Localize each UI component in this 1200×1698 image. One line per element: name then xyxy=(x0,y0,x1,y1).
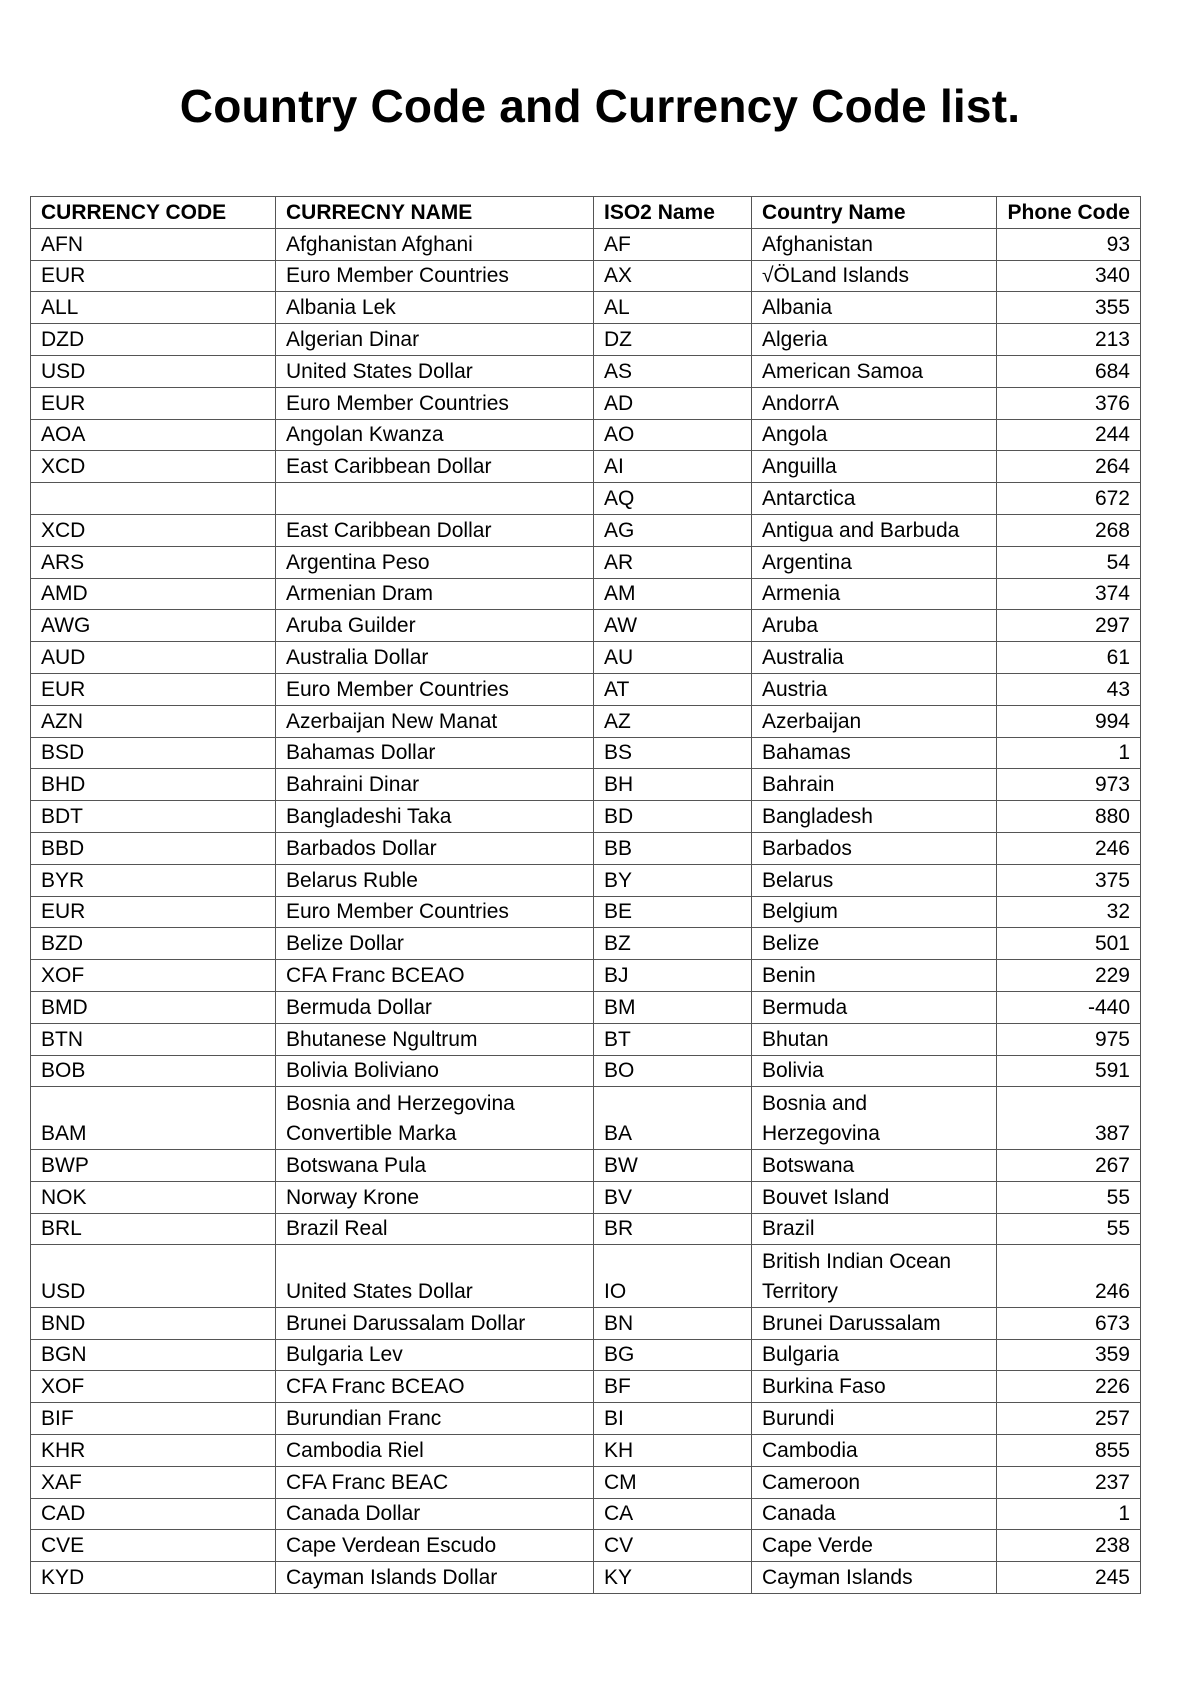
currency-code-cell: AWG xyxy=(31,610,276,642)
currency-code-cell: BBD xyxy=(31,832,276,864)
table-row xyxy=(31,1245,1141,1308)
phone-code-cell: 246 xyxy=(997,1245,1141,1308)
iso2-cell: AQ xyxy=(594,483,752,515)
country-name-cell: Austria xyxy=(752,673,997,705)
currency-code-cell: ARS xyxy=(31,546,276,578)
currency-name-cell: Euro Member Countries xyxy=(276,387,594,419)
iso2-cell: BN xyxy=(594,1307,752,1339)
currency-name-cell: Argentina Peso xyxy=(276,546,594,578)
phone-code-cell: 591 xyxy=(997,1055,1141,1087)
phone-code-cell: 237 xyxy=(997,1466,1141,1498)
currency-code-cell: KHR xyxy=(31,1435,276,1467)
table-row xyxy=(31,960,1141,992)
currency-code-cell: BRL xyxy=(31,1213,276,1245)
header-phone-code: Phone Code xyxy=(997,197,1141,229)
currency-code-cell: USD xyxy=(31,1245,276,1308)
currency-name-cell: Bermuda Dollar xyxy=(276,991,594,1023)
table-row xyxy=(31,1466,1141,1498)
currency-name-cell: Belize Dollar xyxy=(276,928,594,960)
phone-code-cell: 387 xyxy=(997,1087,1141,1150)
currency-code-cell: AOA xyxy=(31,419,276,451)
table-row xyxy=(31,451,1141,483)
table-row xyxy=(31,1181,1141,1213)
country-name-cell: √ÖLand Islands xyxy=(752,260,997,292)
currency-name-cell: Brazil Real xyxy=(276,1213,594,1245)
currency-name-cell: Armenian Dram xyxy=(276,578,594,610)
table-row xyxy=(31,673,1141,705)
currency-code-cell: ALL xyxy=(31,292,276,324)
currency-code-cell: AFN xyxy=(31,228,276,260)
currency-code-cell: BMD xyxy=(31,991,276,1023)
country-name-cell: Barbados xyxy=(752,832,997,864)
iso2-cell: AO xyxy=(594,419,752,451)
iso2-cell: AF xyxy=(594,228,752,260)
table-row xyxy=(31,419,1141,451)
country-name-cell: Bangladesh xyxy=(752,801,997,833)
currency-table xyxy=(30,196,1141,1594)
country-name-cell: British Indian Ocean Territory xyxy=(752,1245,997,1308)
currency-name-cell: Norway Krone xyxy=(276,1181,594,1213)
phone-code-cell: 374 xyxy=(997,578,1141,610)
currency-name-cell: CFA Franc BCEAO xyxy=(276,1371,594,1403)
currency-name-cell: CFA Franc BCEAO xyxy=(276,960,594,992)
currency-code-cell: BDT xyxy=(31,801,276,833)
iso2-cell: BZ xyxy=(594,928,752,960)
iso2-cell: BY xyxy=(594,864,752,896)
iso2-cell: CV xyxy=(594,1530,752,1562)
phone-code-cell: 375 xyxy=(997,864,1141,896)
table-row xyxy=(31,610,1141,642)
currency-name-cell: Euro Member Countries xyxy=(276,896,594,928)
header-currency-name: CURRECNY NAME xyxy=(276,197,594,229)
country-name-cell: Cayman Islands xyxy=(752,1562,997,1594)
currency-name-cell: Cape Verdean Escudo xyxy=(276,1530,594,1562)
country-name-cell: Canada xyxy=(752,1498,997,1530)
currency-name-cell: Albania Lek xyxy=(276,292,594,324)
table-row xyxy=(31,642,1141,674)
currency-code-cell: CVE xyxy=(31,1530,276,1562)
currency-name-cell: Botswana Pula xyxy=(276,1149,594,1181)
currency-code-cell: EUR xyxy=(31,260,276,292)
phone-code-cell: 672 xyxy=(997,483,1141,515)
iso2-cell: CA xyxy=(594,1498,752,1530)
iso2-cell: CM xyxy=(594,1466,752,1498)
currency-code-cell xyxy=(31,483,276,515)
country-name-cell: Bermuda xyxy=(752,991,997,1023)
currency-code-cell: BWP xyxy=(31,1149,276,1181)
currency-code-cell: BAM xyxy=(31,1087,276,1150)
phone-code-cell: 855 xyxy=(997,1435,1141,1467)
phone-code-cell: 93 xyxy=(997,228,1141,260)
iso2-cell: BV xyxy=(594,1181,752,1213)
iso2-cell: BI xyxy=(594,1403,752,1435)
phone-code-cell: 32 xyxy=(997,896,1141,928)
phone-code-cell: 245 xyxy=(997,1562,1141,1594)
currency-name-cell: East Caribbean Dollar xyxy=(276,451,594,483)
table-row xyxy=(31,578,1141,610)
currency-code-cell: XAF xyxy=(31,1466,276,1498)
country-name-cell: Belarus xyxy=(752,864,997,896)
currency-code-cell: BTN xyxy=(31,1023,276,1055)
country-name-cell: Botswana xyxy=(752,1149,997,1181)
table-row xyxy=(31,864,1141,896)
table-row xyxy=(31,1339,1141,1371)
iso2-cell: BA xyxy=(594,1087,752,1150)
currency-name-cell: Bahamas Dollar xyxy=(276,737,594,769)
iso2-cell: BG xyxy=(594,1339,752,1371)
phone-code-cell: 340 xyxy=(997,260,1141,292)
iso2-cell: BM xyxy=(594,991,752,1023)
currency-code-cell: XCD xyxy=(31,514,276,546)
phone-code-cell: -440 xyxy=(997,991,1141,1023)
currency-code-cell: AZN xyxy=(31,705,276,737)
country-name-cell: AndorrA xyxy=(752,387,997,419)
currency-code-cell: BHD xyxy=(31,769,276,801)
table-row xyxy=(31,1403,1141,1435)
country-name-cell: Brunei Darussalam xyxy=(752,1307,997,1339)
table-body xyxy=(31,228,1141,1593)
header-iso2-name: ISO2 Name xyxy=(594,197,752,229)
phone-code-cell: 501 xyxy=(997,928,1141,960)
phone-code-cell: 684 xyxy=(997,355,1141,387)
table-row xyxy=(31,324,1141,356)
table-row xyxy=(31,260,1141,292)
iso2-cell: AW xyxy=(594,610,752,642)
country-name-cell: Argentina xyxy=(752,546,997,578)
currency-name-cell: Cambodia Riel xyxy=(276,1435,594,1467)
currency-name-cell: Bosnia and Herzegovina Convertible Marka xyxy=(276,1087,594,1150)
table-row xyxy=(31,737,1141,769)
iso2-cell: AM xyxy=(594,578,752,610)
phone-code-cell: 213 xyxy=(997,324,1141,356)
iso2-cell: KY xyxy=(594,1562,752,1594)
country-name-cell: Bouvet Island xyxy=(752,1181,997,1213)
table-row xyxy=(31,514,1141,546)
iso2-cell: AG xyxy=(594,514,752,546)
currency-code-cell: BIF xyxy=(31,1403,276,1435)
table-row xyxy=(31,1213,1141,1245)
iso2-cell: AX xyxy=(594,260,752,292)
country-name-cell: Antarctica xyxy=(752,483,997,515)
table-row xyxy=(31,1087,1141,1150)
currency-code-cell: KYD xyxy=(31,1562,276,1594)
iso2-cell: BB xyxy=(594,832,752,864)
iso2-cell: AI xyxy=(594,451,752,483)
currency-code-cell: EUR xyxy=(31,673,276,705)
iso2-cell: BF xyxy=(594,1371,752,1403)
phone-code-cell: 55 xyxy=(997,1181,1141,1213)
iso2-cell: AD xyxy=(594,387,752,419)
currency-name-cell: Canada Dollar xyxy=(276,1498,594,1530)
currency-code-cell: CAD xyxy=(31,1498,276,1530)
phone-code-cell: 355 xyxy=(997,292,1141,324)
phone-code-cell: 359 xyxy=(997,1339,1141,1371)
phone-code-cell: 297 xyxy=(997,610,1141,642)
currency-name-cell: Barbados Dollar xyxy=(276,832,594,864)
currency-code-cell: NOK xyxy=(31,1181,276,1213)
country-name-cell: Azerbaijan xyxy=(752,705,997,737)
table-row xyxy=(31,991,1141,1023)
country-name-cell: Bosnia and Herzegovina xyxy=(752,1087,997,1150)
phone-code-cell: 55 xyxy=(997,1213,1141,1245)
country-name-cell: Belize xyxy=(752,928,997,960)
phone-code-cell: 1 xyxy=(997,737,1141,769)
currency-name-cell: East Caribbean Dollar xyxy=(276,514,594,546)
country-name-cell: American Samoa xyxy=(752,355,997,387)
phone-code-cell: 975 xyxy=(997,1023,1141,1055)
country-name-cell: Australia xyxy=(752,642,997,674)
iso2-cell: KH xyxy=(594,1435,752,1467)
phone-code-cell: 1 xyxy=(997,1498,1141,1530)
country-name-cell: Cape Verde xyxy=(752,1530,997,1562)
table-row xyxy=(31,928,1141,960)
country-name-cell: Benin xyxy=(752,960,997,992)
currency-name-cell: Cayman Islands Dollar xyxy=(276,1562,594,1594)
table-row xyxy=(31,228,1141,260)
phone-code-cell: 257 xyxy=(997,1403,1141,1435)
phone-code-cell: 267 xyxy=(997,1149,1141,1181)
iso2-cell: BH xyxy=(594,769,752,801)
iso2-cell: AS xyxy=(594,355,752,387)
country-name-cell: Aruba xyxy=(752,610,997,642)
currency-name-cell: Bulgaria Lev xyxy=(276,1339,594,1371)
phone-code-cell: 246 xyxy=(997,832,1141,864)
country-name-cell: Belgium xyxy=(752,896,997,928)
currency-code-cell: XOF xyxy=(31,960,276,992)
iso2-cell: BW xyxy=(594,1149,752,1181)
table-row xyxy=(31,832,1141,864)
table-row xyxy=(31,546,1141,578)
country-name-cell: Bahrain xyxy=(752,769,997,801)
iso2-cell: AT xyxy=(594,673,752,705)
table-row xyxy=(31,1307,1141,1339)
table-row xyxy=(31,1055,1141,1087)
iso2-cell: BS xyxy=(594,737,752,769)
header-country-name: Country Name xyxy=(752,197,997,229)
country-name-cell: Bulgaria xyxy=(752,1339,997,1371)
currency-code-cell: AMD xyxy=(31,578,276,610)
table-header-row xyxy=(31,197,1141,229)
currency-name-cell: Bangladeshi Taka xyxy=(276,801,594,833)
currency-name-cell: United States Dollar xyxy=(276,355,594,387)
phone-code-cell: 264 xyxy=(997,451,1141,483)
country-name-cell: Armenia xyxy=(752,578,997,610)
phone-code-cell: 244 xyxy=(997,419,1141,451)
currency-code-cell: BSD xyxy=(31,737,276,769)
currency-code-cell: BYR xyxy=(31,864,276,896)
table-row xyxy=(31,292,1141,324)
table-row xyxy=(31,1498,1141,1530)
country-name-cell: Bolivia xyxy=(752,1055,997,1087)
phone-code-cell: 973 xyxy=(997,769,1141,801)
table-row xyxy=(31,1530,1141,1562)
currency-name-cell: Angolan Kwanza xyxy=(276,419,594,451)
currency-name-cell: Algerian Dinar xyxy=(276,324,594,356)
iso2-cell: BR xyxy=(594,1213,752,1245)
phone-code-cell: 54 xyxy=(997,546,1141,578)
table-row xyxy=(31,705,1141,737)
currency-code-cell: USD xyxy=(31,355,276,387)
country-name-cell: Afghanistan xyxy=(752,228,997,260)
currency-code-cell: DZD xyxy=(31,324,276,356)
iso2-cell: BT xyxy=(594,1023,752,1055)
currency-name-cell: Burundian Franc xyxy=(276,1403,594,1435)
page-title: Country Code and Currency Code list. xyxy=(179,80,1021,132)
phone-code-cell: 229 xyxy=(997,960,1141,992)
table-row xyxy=(31,1149,1141,1181)
currency-name-cell: Bahraini Dinar xyxy=(276,769,594,801)
currency-code-cell: XCD xyxy=(31,451,276,483)
currency-code-cell: BND xyxy=(31,1307,276,1339)
country-name-cell: Antigua and Barbuda xyxy=(752,514,997,546)
currency-code-cell: BZD xyxy=(31,928,276,960)
currency-code-cell: XOF xyxy=(31,1371,276,1403)
currency-code-cell: EUR xyxy=(31,387,276,419)
table-row xyxy=(31,1023,1141,1055)
currency-name-cell: Aruba Guilder xyxy=(276,610,594,642)
iso2-cell: BJ xyxy=(594,960,752,992)
iso2-cell: BD xyxy=(594,801,752,833)
currency-name-cell: United States Dollar xyxy=(276,1245,594,1308)
phone-code-cell: 376 xyxy=(997,387,1141,419)
phone-code-cell: 880 xyxy=(997,801,1141,833)
iso2-cell: DZ xyxy=(594,324,752,356)
phone-code-cell: 238 xyxy=(997,1530,1141,1562)
country-name-cell: Brazil xyxy=(752,1213,997,1245)
iso2-cell: BO xyxy=(594,1055,752,1087)
currency-name-cell: CFA Franc BEAC xyxy=(276,1466,594,1498)
currency-code-cell: EUR xyxy=(31,896,276,928)
currency-code-cell: AUD xyxy=(31,642,276,674)
table-row xyxy=(31,1371,1141,1403)
iso2-cell: AZ xyxy=(594,705,752,737)
currency-name-cell: Belarus Ruble xyxy=(276,864,594,896)
iso2-cell: IO xyxy=(594,1245,752,1308)
country-name-cell: Albania xyxy=(752,292,997,324)
country-name-cell: Bahamas xyxy=(752,737,997,769)
country-name-cell: Burkina Faso xyxy=(752,1371,997,1403)
iso2-cell: AL xyxy=(594,292,752,324)
phone-code-cell: 673 xyxy=(997,1307,1141,1339)
currency-name-cell: Bolivia Boliviano xyxy=(276,1055,594,1087)
currency-name-cell: Azerbaijan New Manat xyxy=(276,705,594,737)
country-name-cell: Anguilla xyxy=(752,451,997,483)
country-name-cell: Angola xyxy=(752,419,997,451)
country-name-cell: Bhutan xyxy=(752,1023,997,1055)
country-name-cell: Burundi xyxy=(752,1403,997,1435)
table-row xyxy=(31,483,1141,515)
phone-code-cell: 61 xyxy=(997,642,1141,674)
header-currency-code: CURRENCY CODE xyxy=(31,197,276,229)
iso2-cell: BE xyxy=(594,896,752,928)
currency-name-cell: Bhutanese Ngultrum xyxy=(276,1023,594,1055)
currency-name-cell: Euro Member Countries xyxy=(276,260,594,292)
currency-name-cell: Euro Member Countries xyxy=(276,673,594,705)
iso2-cell: AU xyxy=(594,642,752,674)
phone-code-cell: 268 xyxy=(997,514,1141,546)
table-row xyxy=(31,1435,1141,1467)
table-row xyxy=(31,769,1141,801)
currency-code-cell: BGN xyxy=(31,1339,276,1371)
phone-code-cell: 994 xyxy=(997,705,1141,737)
table-row xyxy=(31,1562,1141,1594)
table-row xyxy=(31,801,1141,833)
currency-name-cell xyxy=(276,483,594,515)
currency-name-cell: Australia Dollar xyxy=(276,642,594,674)
country-name-cell: Algeria xyxy=(752,324,997,356)
country-name-cell: Cameroon xyxy=(752,1466,997,1498)
table-row xyxy=(31,896,1141,928)
currency-code-cell: BOB xyxy=(31,1055,276,1087)
currency-name-cell: Afghanistan Afghani xyxy=(276,228,594,260)
phone-code-cell: 226 xyxy=(997,1371,1141,1403)
phone-code-cell: 43 xyxy=(997,673,1141,705)
currency-name-cell: Brunei Darussalam Dollar xyxy=(276,1307,594,1339)
table-row xyxy=(31,387,1141,419)
iso2-cell: AR xyxy=(594,546,752,578)
country-name-cell: Cambodia xyxy=(752,1435,997,1467)
table-row xyxy=(31,355,1141,387)
